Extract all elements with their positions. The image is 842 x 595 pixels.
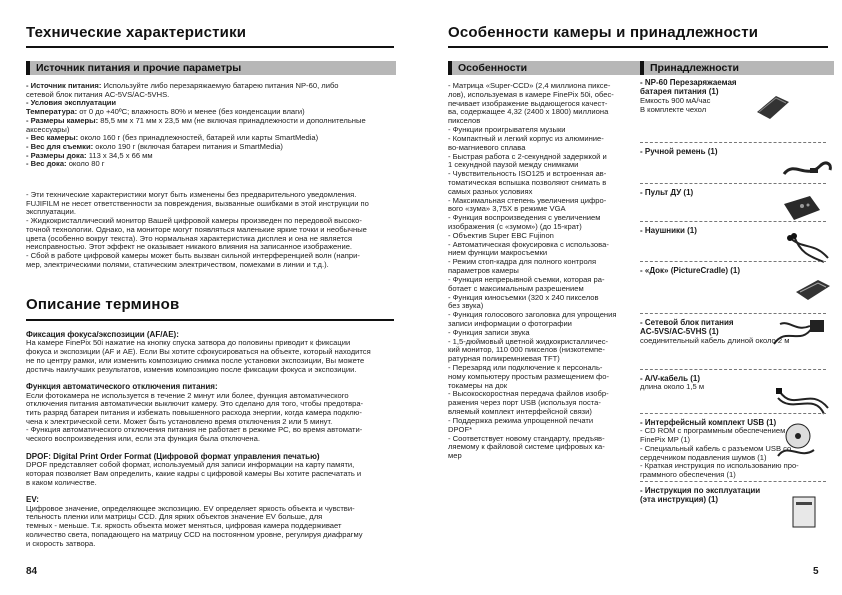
spec-line — [26, 117, 394, 126]
power-section-bar: Источник питания и прочие параметры — [26, 61, 396, 75]
spec-line — [26, 126, 394, 135]
term-heading: Функция автоматического отключения питания: — [26, 382, 218, 392]
accessory-item — [640, 78, 828, 114]
note-line: - Эти технические характеристики могут быть изменены без предварительного уведомления. — [26, 191, 357, 199]
term-line: На камере FinePix 50i нажатие на кнопку спуска затвора до половины приводит к фиксации — [26, 339, 351, 348]
feature-line: самых разных условиях — [448, 187, 533, 196]
note-line: мер, электрическими полями, статическим электричеством, помехами в линии и т.д.). — [26, 260, 329, 269]
spec-value: 85,5 мм x 71 мм x 23,5 мм (не включая принадлежности и дополнительные — [98, 116, 366, 125]
accessories-list — [640, 78, 828, 528]
note-line: - Сбой в работе цифровой камеры может быть вызван сильной интерференцией волн (напри- — [26, 251, 360, 260]
accessory-divider — [640, 481, 826, 482]
spec-label: - Вес дока: — [26, 160, 67, 169]
note-line: точной технологии. Однако, на мониторе могут появляться маленькие яркие точки и необычные — [26, 225, 367, 234]
term-line: в каком количестве. — [26, 478, 97, 487]
term-entry — [26, 382, 394, 444]
spec-value: около 160 г (без принадлежностей, батарей или карты SmartMedia) — [78, 134, 319, 143]
feature-line: 1 секундной паузой между снимками — [448, 161, 579, 170]
feature-line: - Функция воспроизведения с увеличением — [448, 214, 601, 223]
term-line: DPOF представляет собой формат, используемый для записи информации на карту памяти, — [26, 461, 355, 470]
term-line: - Функция автоматического отключения питания не работает в режиме PC, во время автомати- — [26, 426, 363, 435]
accessory-detail: - Специальный кабель с разъемом USB со — [640, 444, 792, 453]
note-line: цвета (особенно вокруг текста). Это нормальная характеристика дисплея и она не является — [26, 234, 352, 243]
title-rule-right — [448, 46, 828, 48]
accessory-name: - A/V-кабель (1) — [640, 374, 700, 383]
spec-line — [26, 152, 394, 161]
page-number-left: 84 — [26, 566, 38, 577]
accessory-detail: - CD ROM с программным обеспечением — [640, 427, 786, 436]
accessory-detail: граммного обеспечения (1) — [640, 470, 736, 479]
spec-list — [26, 82, 394, 169]
spec-label: - Условия эксплуатации — [26, 99, 117, 108]
accessory-divider — [640, 142, 826, 143]
feature-line: ва, содержащее 4,32 (2400 x 1800) миллиона — [448, 108, 609, 117]
accessory-detail: - Краткая инструкция по использованию про- — [640, 462, 799, 471]
accessory-name: - «Док» (PictureCradle) (1) — [640, 266, 741, 275]
accessory-detail: Емкость 900 мА/час — [640, 96, 711, 105]
term-heading: EV: — [26, 495, 39, 505]
term-line: фокуса и экспозиции (AF и AE). Если Вы хотите сфокусироваться на объекте, который находится — [26, 348, 371, 357]
feature-line: - Компактный и легкий корпус из алюминие- — [448, 134, 604, 143]
term-line: тить разряд батареи питания и избежать повышенного расхода энергии, когда камера подклю- — [26, 409, 362, 418]
spec-label: - Вес для съемки: — [26, 142, 94, 151]
spec-label: - Источник питания: — [26, 82, 102, 90]
term-line: не по центру рамки, или изменить композицию снимка после установки экспозиции, Вы можете — [26, 356, 365, 365]
spec-line — [26, 134, 394, 143]
feature-line: нием функции макросъемки — [448, 249, 548, 258]
term-line: отключения питания автоматически выключит камеру. Это сделано для того, чтобы предотвра- — [26, 400, 364, 409]
accessory-divider — [640, 183, 826, 184]
feature-line: ботает с максимальным разрешением — [448, 284, 584, 293]
specs-title: Технические характеристики — [26, 24, 247, 41]
term-line: Цифровое значение, определяющее экспозицию. EV определяет яркость объекта и чувстви- — [26, 504, 355, 513]
disclaimer-notes — [26, 191, 394, 269]
term-entry — [26, 452, 394, 488]
accessory-name: - Пульт ДУ (1) — [640, 188, 694, 197]
term-entry — [26, 495, 394, 548]
term-line: и скорость затвора. — [26, 539, 96, 548]
spec-line — [26, 108, 394, 117]
feature-line: - Перезаряд или подключение к персональ- — [448, 364, 603, 372]
feature-line: - Функция киносъемки (320 x 240 пикселов — [448, 293, 599, 302]
note-line: FUJIFILM не несет ответственности за повреждения, вызванные ошибками в этой инструкции по — [26, 199, 369, 208]
accessory-name: - Инструкция по эксплуатации — [640, 486, 761, 495]
term-line: количество света, попадающего на матрицу CCD на постоянном уровне, регулируя диафрагму — [26, 530, 363, 539]
feature-line: - Поддержка режима упрощенной печати — [448, 416, 594, 425]
feature-line: ражения через порт USB (используя поста- — [448, 399, 601, 408]
accessory-detail: В комплекте чехол — [640, 105, 707, 114]
spec-value: сетевой блок питания AC-5VS/AC-5VHS. — [26, 90, 170, 99]
title-rule — [26, 46, 394, 48]
term-entry — [26, 330, 394, 374]
feature-line: токамеры на док — [448, 381, 508, 390]
ac-adapter-icon — [770, 316, 828, 355]
term-heading: Фиксация фокуса/экспозиции (AF/AE): — [26, 330, 179, 339]
term-line: тельность пленки или матрицы CCD. Для ярких объектов значение EV больше, для — [26, 513, 323, 522]
feature-line: - 1,5-дюймовый цветной жидкокристалличес- — [448, 337, 609, 346]
spec-line — [26, 91, 394, 100]
accessory-name: - Сетевой блок питания — [640, 318, 734, 327]
accessory-divider — [640, 261, 826, 262]
spec-line — [26, 143, 394, 152]
terms-list — [26, 330, 394, 556]
spec-line — [26, 99, 394, 108]
accessory-name: - Ручной ремень (1) — [640, 147, 718, 156]
spec-label: - Вес камеры: — [26, 134, 79, 143]
feature-line: печивает изображение выдающегося качест- — [448, 99, 608, 108]
feature-line: во-магниевого сплава — [448, 143, 526, 152]
accessory-name-cont: (эта инструкция) (1) — [640, 495, 719, 505]
spec-value: 113 x 34,5 x 66 мм — [86, 151, 153, 160]
feature-line: вляемый комплект интерфейсной связи) — [448, 408, 592, 417]
spec-label: - Размеры камеры: — [26, 116, 99, 125]
feature-line: - Объектив Super EBC Fujinon — [448, 231, 554, 240]
term-line: которая позволяет Вам определить, какие кадры с цифровой камеры Вы хотите распечатать и — [26, 469, 362, 478]
accessory-divider — [640, 413, 826, 414]
accessory-detail: длина около 1,5 м — [640, 383, 705, 392]
accessory-name: - NP-60 Перезаряжаемая — [640, 78, 737, 87]
usb-kit-icon — [774, 422, 818, 467]
accessory-detail: соединительный кабель длиной около 2 м — [640, 336, 790, 345]
feature-line: записи информации о фотографии — [448, 319, 572, 328]
note-line: эксплуатации. — [26, 208, 76, 217]
cradle-icon — [792, 274, 834, 309]
feature-line: - Функция записи звука — [448, 328, 530, 337]
feature-line: параметров камеры — [448, 267, 519, 276]
features-list — [448, 82, 634, 461]
term-line: достичь наилучших результатов, изменив композицию после фиксации фокуса и экспозиции. — [26, 365, 357, 374]
feature-line: DPOF* — [448, 425, 473, 434]
feature-line: - Функция голосового заголовка для упрощения — [448, 311, 617, 320]
feature-line: - Высокоскоростная передача файлов изобр- — [448, 390, 609, 399]
feature-line: ратурная поликремниевая TFT) — [448, 355, 560, 364]
feature-line: без звука) — [448, 302, 484, 311]
remote-control-icon — [780, 192, 824, 229]
term-line: темных - меньше. Т.к. яркость объекта может меняться, цифровая камера поддерживает — [26, 522, 342, 531]
feature-line: вого «зума» 3,75X в режиме VGA — [448, 205, 566, 214]
accessory-name: - Интерфейсный комплект USB (1) — [640, 418, 777, 427]
term-line: чена к электрической сети. Может быть установлено время отключения 2 или 5 минут. — [26, 417, 333, 426]
feature-line: изображения (с «зумом») (до 15-крат) — [448, 223, 582, 231]
features-title: Особенности камеры и принадлежности — [448, 24, 759, 41]
accessory-detail: сердечником подавления шумов (1) — [640, 453, 767, 462]
spec-value: около 80 г — [66, 160, 105, 169]
feature-line: ляемому к файловой системе цифровых ка- — [448, 443, 605, 452]
feature-line: ному компьютеру простым размещением фо- — [448, 372, 610, 381]
spec-line — [26, 160, 394, 169]
accessory-name-cont: батарея питания (1) — [640, 87, 719, 97]
accessory-name-cont: AC-5VS/AC-5VHS (1) — [640, 327, 719, 337]
feature-line: мер — [448, 452, 462, 461]
feature-line: - Матрица «Super-CCD» (2,4 миллиона пиксе- — [448, 82, 611, 90]
spec-value: от 0 до +40ºC; влажность 80% и менее (без конденсации влаги) — [77, 108, 305, 117]
accessory-divider — [640, 369, 826, 370]
term-line: ческого воспроизведения или, если эта функция была отключена. — [26, 435, 260, 444]
page-number-right: 5 — [813, 566, 819, 577]
feature-line: - Функция непрерывной съемки, которая ра- — [448, 275, 605, 284]
terms-rule — [26, 319, 394, 321]
accessory-name: - Наушники (1) — [640, 226, 697, 235]
accessory-divider — [640, 313, 826, 314]
feature-line: - Максимальная степень увеличения цифро- — [448, 196, 607, 205]
feature-line: кий монитор, 110 000 пикселов (низкотемпе- — [448, 346, 605, 355]
spec-value: Используйте либо перезаряжаемую батарею питания NP-60, либо — [101, 82, 339, 90]
accessory-divider — [640, 221, 826, 222]
accessory-detail: FinePix MP (1) — [640, 436, 691, 445]
term-line: Если фотокамера не используется в течение 2 минут или более, функция автоматического — [26, 391, 349, 400]
feature-line: - Быстрая работа с 2-секундной задержкой и — [448, 152, 607, 161]
note-line: неисправностью. Этот эффект не оказывает никакого влияния на записанное изображение. — [26, 243, 353, 252]
spec-line — [26, 82, 394, 91]
feature-line: - Режим стоп-кадра для полного контроля — [448, 258, 597, 267]
features-header: Особенности — [448, 61, 640, 75]
feature-line: томатическая вспышка позволяют снимать в — [448, 178, 607, 187]
spec-value: аксессуары) — [26, 125, 70, 134]
term-heading: DPOF: Digital Print Order Format (Цифровой формат управления печатью) — [26, 451, 320, 461]
spec-label: Температура: — [26, 108, 78, 117]
battery-icon — [754, 92, 792, 127]
manual-icon — [790, 494, 820, 535]
feature-line: - Автоматическая фокусировка с использова- — [448, 240, 609, 249]
feature-line: лов), используемая в камере FinePix 50i, обес- — [448, 90, 614, 99]
spec-value: около 190 г (включая батареи питания и SmartMedia) — [93, 142, 283, 151]
feature-line: - Чувствительность ISO125 и встроенная ав- — [448, 170, 607, 179]
terms-title: Описание терминов — [26, 296, 180, 313]
note-line: - Жидкокристаллический монитор Вашей цифровой камеры произведен по передовой высоко- — [26, 217, 362, 226]
feature-line: - Соответствует новому стандарту, предъяв- — [448, 434, 605, 443]
spec-label: - Размеры дока: — [26, 151, 87, 160]
feature-line: пикселов — [448, 117, 481, 126]
accessories-header: Принадлежности — [640, 61, 834, 75]
feature-line: - Функции проигрывателя музыки — [448, 126, 566, 135]
